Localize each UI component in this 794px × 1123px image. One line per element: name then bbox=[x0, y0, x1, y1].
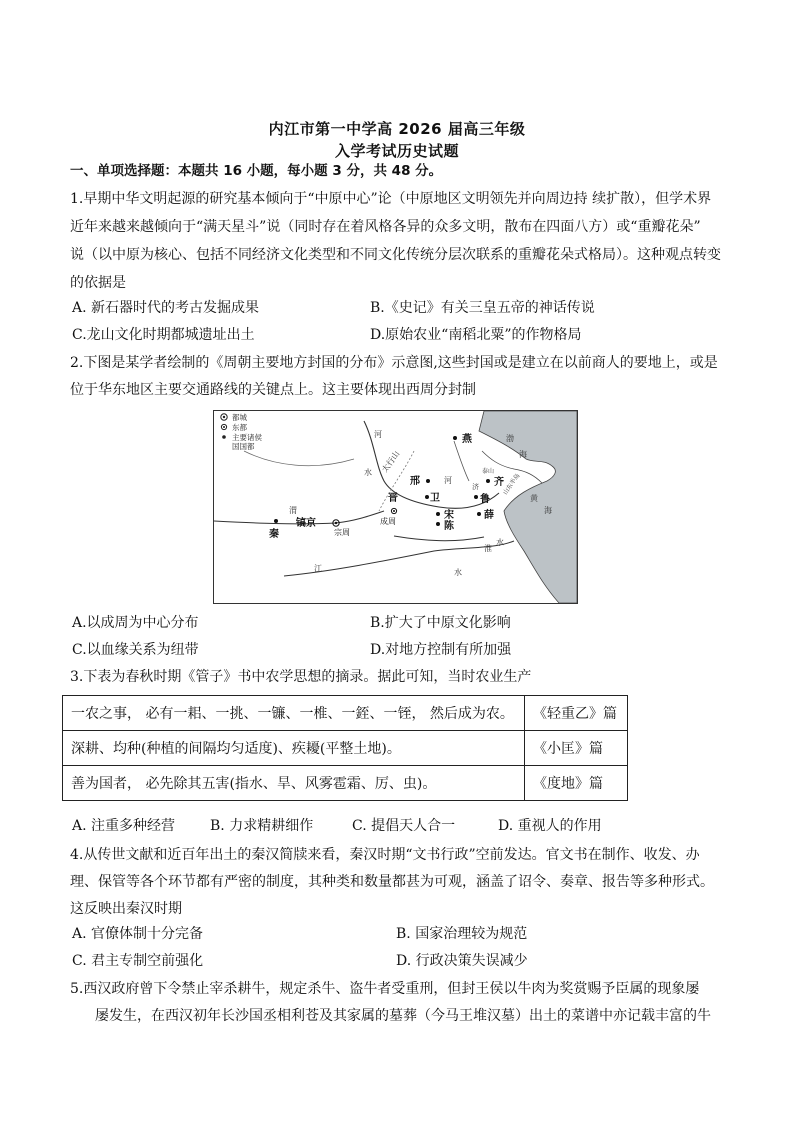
map-feature-label: 水 bbox=[496, 538, 504, 547]
exam-title-line2: 入学考试历史试题 bbox=[334, 142, 459, 160]
map-feature-label: 水 bbox=[454, 568, 462, 577]
state-label: 晋 bbox=[388, 493, 398, 504]
map-feature-label: 济 bbox=[472, 483, 479, 491]
q4-option-b: B. 国家治理较为规范 bbox=[396, 926, 528, 942]
table-row bbox=[63, 731, 628, 766]
map-dot bbox=[274, 519, 278, 523]
table-cell-source: 《度地》篇 bbox=[525, 766, 628, 801]
map-dot bbox=[436, 522, 440, 526]
table-row bbox=[63, 766, 628, 801]
q1-option-c: C.龙山文化时期都城遗址出土 bbox=[72, 327, 255, 343]
map-feature-label: 山东半岛 bbox=[501, 472, 522, 497]
q5-line: 5.西汉政府曾下令禁止宰杀耕牛，规定杀牛、盗牛者受重刑，但封王侯以牛肉为奖赏赐予臣属的现象屡 bbox=[70, 981, 700, 997]
map-feature-label: 黄 bbox=[530, 494, 538, 503]
exam-title-line1: 内江市第一中学高 2026 届高三年级 bbox=[268, 120, 526, 138]
map-feature-label: 渭 bbox=[289, 506, 297, 515]
map-feature-label: 河 bbox=[444, 476, 452, 485]
state-label: 邢 bbox=[410, 476, 420, 487]
legend-label: 都城 bbox=[232, 413, 247, 422]
q2-option-a: A.以成周为中心分布 bbox=[72, 615, 199, 631]
q1-option-a: A. 新石器时代的考古发掘成果 bbox=[72, 300, 260, 316]
q4-line: 理、保管等各个环节都有严密的制度，其种类和数量都甚为可观，涵盖了诏令、奏章、报告等多种形式。 bbox=[70, 874, 714, 890]
state-label: 秦 bbox=[269, 529, 279, 540]
map-dot bbox=[486, 479, 490, 483]
state-label: 燕 bbox=[462, 434, 472, 445]
q1-option-b: B.《史记》有关三皇五帝的神话传说 bbox=[370, 300, 595, 316]
state-label: 陈 bbox=[444, 521, 454, 532]
q4-line: 这反映出秦汉时期 bbox=[70, 901, 182, 917]
q2-line: 2.下图是某学者绘制的《周朝主要地方封国的分布》示意图,这些封国或是建立在以前商人的要地上，或是 bbox=[70, 355, 718, 371]
table-cell-source: 《轻重乙》篇 bbox=[525, 696, 628, 731]
state-label: 宗周 bbox=[334, 528, 350, 537]
legend-label: 国国都 bbox=[232, 442, 255, 451]
map-feature-label: 淮 bbox=[484, 544, 492, 553]
map-feature-label: 海 bbox=[544, 506, 552, 515]
q3-option-a: A. 注重多种经营 bbox=[72, 818, 176, 834]
map-feature-label: 江 bbox=[314, 564, 322, 573]
q3-stem: 3.下表为春秋时期《管子》书中农学思想的摘录。据此可知，当时农业生产 bbox=[70, 669, 532, 685]
map-legend bbox=[221, 412, 263, 451]
table-cell: 善为国者， 必先除其五害(指水、旱、风雾雹霜、厉、虫)。 bbox=[63, 766, 525, 801]
state-label: 宋 bbox=[444, 510, 454, 521]
q1-line: 1.早期中华文明起源的研究基本倾向于“中原中心”论（中原地区文明领先并向周边持 续扩散），但学术界 bbox=[70, 191, 712, 207]
state-label: 成周 bbox=[380, 517, 396, 526]
table-row bbox=[63, 696, 628, 731]
map-dot bbox=[425, 495, 429, 499]
map-feature-label: 水 bbox=[364, 468, 372, 477]
q2-option-c: C.以血缘关系为纽带 bbox=[72, 642, 199, 658]
legend-label: 东都 bbox=[232, 423, 247, 432]
q3-option-c: C. 提倡天人合一 bbox=[352, 818, 456, 834]
table-cell: 一农之事， 必有一耜、一挑、一镰、一椎、一銍、一铚， 然后成为农。 bbox=[63, 696, 525, 731]
q3-option-d: D. 重视人的作用 bbox=[498, 818, 602, 834]
q4-line: 4.从传世文献和近百年出土的秦汉简牍来看，秦汉时期“文书行政”空前发达。官文书在制作、收发、办 bbox=[70, 847, 700, 863]
q2-option-d: D.对地方控制有所加强 bbox=[370, 642, 512, 658]
q1-line: 说（以中原为核心、包括不同经济文化类型和不同文化传统分层次联系的重瓣花朵式格局）。这种观点转变 bbox=[70, 247, 721, 263]
q4-option-d: D. 行政决策失误减少 bbox=[396, 953, 528, 969]
legend-label: 主要诸侯 bbox=[232, 433, 262, 442]
q1-line: 近年来越来越倾向于“满天星斗”说（同时存在着风格各异的众多文明，散布在四面八方）或“重瓣花朵” bbox=[70, 219, 701, 235]
table-cell: 深耕、均种(种植的间隔均匀适度)、疾耰(平整土地)。 bbox=[63, 731, 525, 766]
zhou-fiefdom-map bbox=[213, 410, 578, 604]
q1-option-d: D.原始农业“南稻北粟”的作物格局 bbox=[370, 327, 582, 343]
q3-table bbox=[62, 695, 628, 801]
map-dot bbox=[453, 436, 457, 440]
map-dot bbox=[426, 479, 430, 483]
table-cell-source: 《小匡》篇 bbox=[525, 731, 628, 766]
map-feature-label: 太行山 bbox=[380, 449, 402, 475]
map-feature-label: 海 bbox=[519, 450, 527, 459]
map-dot bbox=[477, 512, 481, 516]
q4-option-c: C. 君主专制空前强化 bbox=[72, 953, 204, 969]
state-label: 齐 bbox=[494, 477, 504, 488]
map-dot bbox=[474, 495, 478, 499]
q1-line: 的依据是 bbox=[70, 275, 126, 291]
q2-line: 位于华东地区主要交通路线的关键点上。这主要体现出西周分封制 bbox=[70, 382, 476, 398]
state-label: 鲁 bbox=[480, 494, 490, 505]
state-label: 薛 bbox=[484, 510, 494, 521]
map-feature-label: 泰山 bbox=[482, 468, 495, 475]
map-feature-label: 渤 bbox=[506, 434, 514, 443]
map-feature-label: 河 bbox=[374, 430, 382, 439]
section-heading: 一、单项选择题：本题共 16 小题，每小题 3 分，共 48 分。 bbox=[70, 163, 443, 179]
state-label: 镐京 bbox=[296, 518, 316, 529]
q2-option-b: B.扩大了中原文化影响 bbox=[370, 615, 511, 631]
map-dot bbox=[436, 512, 440, 516]
q4-option-a: A. 官僚体制十分完备 bbox=[72, 926, 204, 942]
state-label: 卫 bbox=[430, 493, 440, 504]
q3-option-b: B. 力求精耕细作 bbox=[210, 818, 314, 834]
q5-line: 屡发生，在西汉初年长沙国丞相利苍及其家属的墓葬（今马王堆汉墓）出土的菜谱中亦记载丰富的牛 bbox=[95, 1008, 711, 1024]
